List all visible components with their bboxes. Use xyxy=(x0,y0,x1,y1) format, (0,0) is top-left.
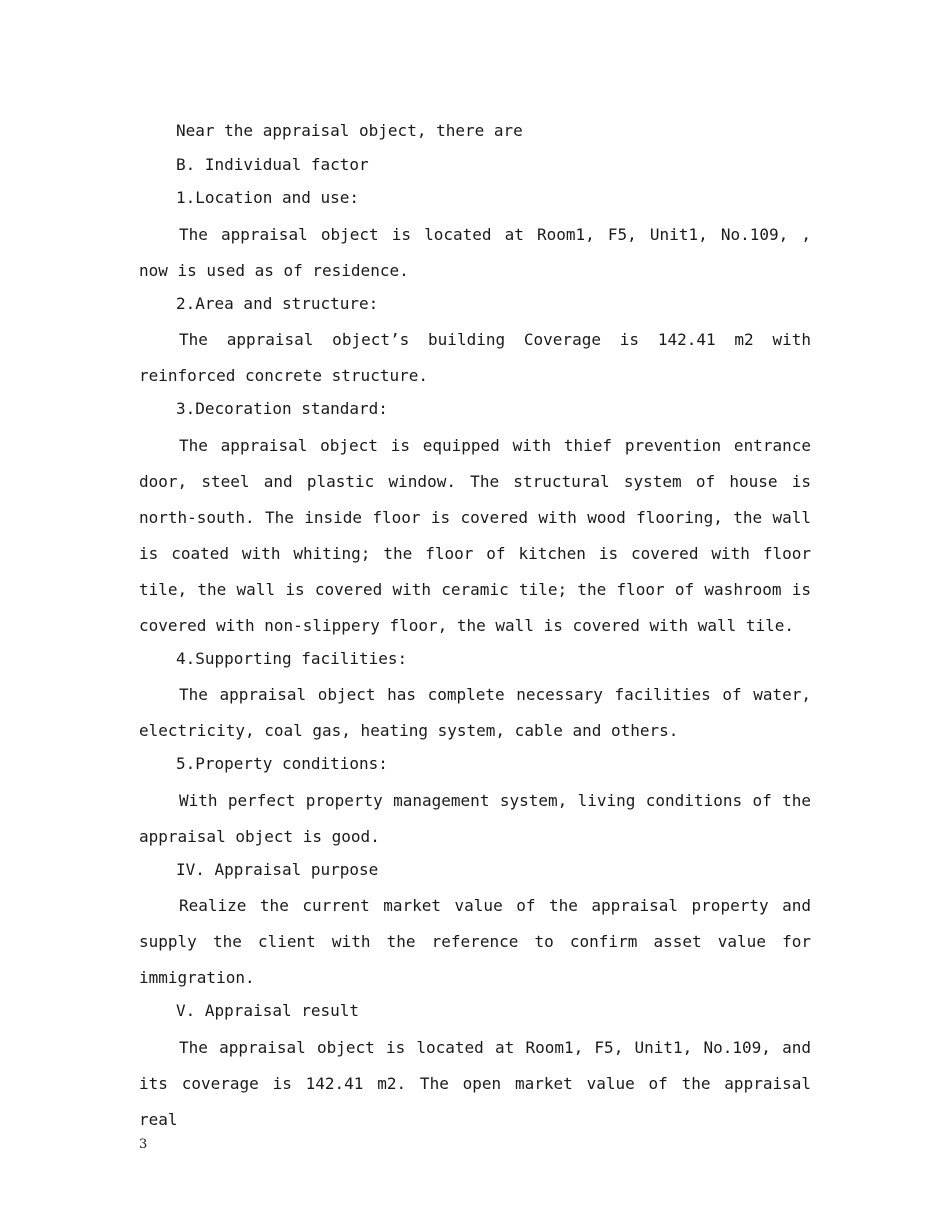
subheading-location-and-use: 1.Location and use: xyxy=(176,188,360,207)
section-heading-individual-factor: B. Individual factor xyxy=(176,154,369,174)
subheading-supporting-facilities: 4.Supporting facilities: xyxy=(176,648,408,668)
subheading-area-and-structure: 2.Area and structure: xyxy=(176,293,379,313)
paragraph-purpose: Realize the current market value of the appraisal property and supply the client with the reference to confirm asset value for immigration. xyxy=(139,896,811,987)
body-text xyxy=(139,116,811,1138)
intro-line: Near the appraisal object, there are xyxy=(176,121,523,140)
paragraph-location: The appraisal object is located at Room1, F5, Unit1, No.109, , now is used as of residence. xyxy=(139,224,811,280)
page-number: 3 xyxy=(139,1137,148,1152)
section-heading-appraisal-purpose: IV. Appraisal purpose xyxy=(176,859,379,879)
subheading-decoration-standard: 3.Decoration standard: xyxy=(176,399,388,418)
section-heading-appraisal-result: V. Appraisal result xyxy=(176,1001,360,1020)
paragraph-area: The appraisal object’s building Coverage is 142.41 m2 with reinforced concrete structure. xyxy=(139,330,811,385)
paragraph-facilities: The appraisal object has complete necessary facilities of water, electricity, coal gas, heating system, cable and others. xyxy=(139,685,811,740)
paragraph-property: With perfect property management system, living conditions of the appraisal object is good. xyxy=(139,790,811,846)
paragraph-result: The appraisal object is located at Room1, F5, Unit1, No.109, and its coverage is 142.41 m2. The open market value of the appraisal real xyxy=(139,1037,811,1129)
paragraph-decoration: The appraisal object is equipped with thief prevention entrance door, steel and plastic window. The structural system of house is north-south. The inside floor is covered with wood flooring, the wall is coated with whiting; the floor of kitchen is covered with floor tile, the wall is covered with ceramic tile; the floor of washroom is covered with non-slippery floor, the wall is covered with wall tile. xyxy=(139,435,811,635)
subheading-property-conditions: 5.Property conditions: xyxy=(176,754,388,773)
